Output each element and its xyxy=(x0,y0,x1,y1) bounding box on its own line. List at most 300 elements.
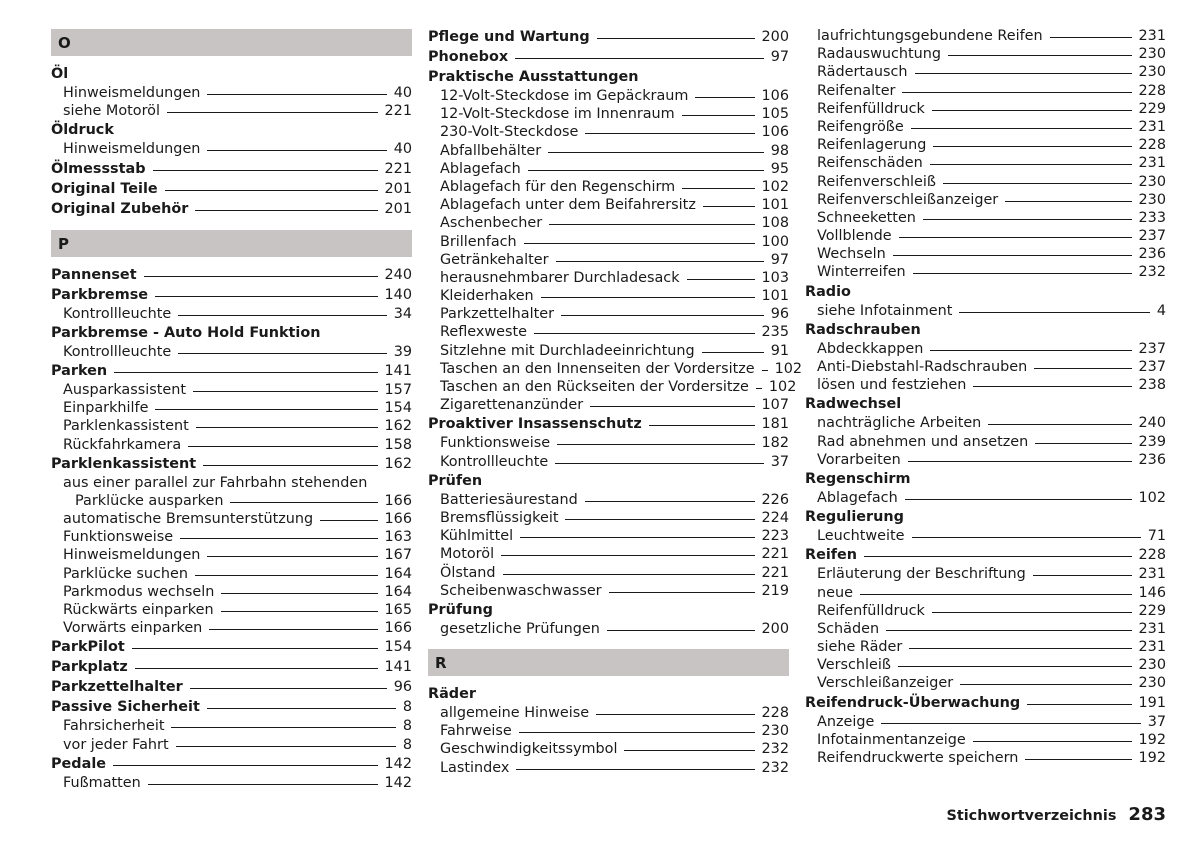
leader-line xyxy=(607,630,755,631)
index-subentry xyxy=(51,343,412,361)
index-heading xyxy=(805,507,1166,527)
page-reference: 231 xyxy=(1138,639,1166,656)
page-reference: 181 xyxy=(761,416,789,433)
leader-line xyxy=(960,684,1131,685)
page-reference: 229 xyxy=(1138,100,1166,117)
index-subentry xyxy=(51,417,412,435)
index-subentry xyxy=(805,451,1166,469)
leader-line xyxy=(687,279,755,280)
entry-label: Kühlmittel xyxy=(440,528,514,545)
index-subentry xyxy=(805,414,1166,432)
entry-label: Prüfen xyxy=(428,472,483,489)
entry-label: Rädertausch xyxy=(817,64,908,81)
index-subentry xyxy=(805,263,1166,281)
index-subentry xyxy=(428,214,789,232)
page-reference: 95 xyxy=(770,160,789,177)
entry-label: herausnehmbarer Durchladesack xyxy=(440,269,680,286)
page-reference: 228 xyxy=(761,705,789,722)
index-heading xyxy=(428,684,789,704)
index-subentry xyxy=(428,287,789,305)
index-subentry xyxy=(51,528,412,546)
entry-label: Fahrweise xyxy=(440,723,512,740)
entry-label: automatische Bremsunterstützung xyxy=(63,511,314,528)
index-heading xyxy=(428,600,789,620)
page-reference: 37 xyxy=(1147,713,1166,730)
leader-line xyxy=(649,425,755,426)
leader-line xyxy=(516,769,754,770)
leader-line xyxy=(1027,704,1131,705)
page-reference: 231 xyxy=(1138,118,1166,135)
leader-line xyxy=(203,465,377,466)
index-subentry xyxy=(51,305,412,323)
entry-label: Kontrollleuchte xyxy=(63,305,172,322)
entry-label: Zigarettenanzünder xyxy=(440,397,584,414)
entry-label: Reflexweste xyxy=(440,324,528,341)
leader-line xyxy=(176,746,396,747)
entry-label: Reifendruck-Überwachung xyxy=(805,694,1021,711)
index-subentry xyxy=(51,140,412,158)
index-subentry xyxy=(428,105,789,123)
index-subentry xyxy=(428,434,789,452)
index-subentry xyxy=(805,358,1166,376)
page-reference: 228 xyxy=(1138,137,1166,154)
leader-line xyxy=(190,688,387,689)
leader-line xyxy=(881,723,1140,724)
page-reference: 96 xyxy=(770,306,789,323)
leader-line xyxy=(911,128,1132,129)
leader-line xyxy=(682,115,755,116)
leader-line xyxy=(973,386,1131,387)
entry-label: 12-Volt-Steckdose im Gepäckraum xyxy=(440,88,689,104)
page-reference: 163 xyxy=(384,529,412,546)
leader-line xyxy=(886,630,1131,631)
index-entry xyxy=(51,754,412,774)
page-reference: 237 xyxy=(1138,359,1166,375)
entry-label: Proaktiver Insassenschutz xyxy=(428,416,642,433)
page-reference: 230 xyxy=(1138,64,1166,81)
leader-line xyxy=(1033,575,1132,576)
page-reference: 108 xyxy=(761,215,789,232)
index-subentry xyxy=(428,564,789,582)
page-reference: 8 xyxy=(402,736,412,753)
page-reference: 157 xyxy=(384,381,412,398)
entry-label: Kontrollleuchte xyxy=(63,343,172,360)
index-subentry xyxy=(428,509,789,527)
entry-label: Vorwärts einparken xyxy=(63,620,203,637)
leader-line xyxy=(207,708,396,709)
index-subentry xyxy=(51,546,412,564)
leader-line xyxy=(988,424,1131,425)
leader-line xyxy=(973,741,1132,742)
leader-line xyxy=(624,750,754,751)
leader-line xyxy=(899,237,1132,238)
entry-label: Parkbremse - Auto Hold Funktion xyxy=(51,324,321,341)
entry-label: Reifenfülldruck xyxy=(817,602,925,619)
page-reference: 230 xyxy=(1138,657,1166,674)
page-reference: 233 xyxy=(1138,209,1166,226)
page-reference: 223 xyxy=(761,528,789,545)
page-reference: 221 xyxy=(761,564,789,581)
leader-line xyxy=(207,94,386,95)
index-heading xyxy=(805,282,1166,302)
index-subentry xyxy=(805,27,1166,45)
leader-line xyxy=(541,297,755,298)
entry-label: Reifendruckwerte speichern xyxy=(817,750,1019,766)
index-subentry xyxy=(428,704,789,722)
page-reference: 4 xyxy=(1156,302,1166,319)
index-subentry xyxy=(805,638,1166,656)
leader-line xyxy=(155,409,377,410)
entry-label: Taschen an den Innenseiten der Vordersitze xyxy=(440,360,755,377)
index-heading xyxy=(428,471,789,491)
entry-label: Parkbremse xyxy=(51,286,149,303)
leader-line xyxy=(132,648,378,649)
entry-label: Wechseln xyxy=(817,246,886,263)
index-subentry xyxy=(428,360,803,378)
page-number: 283 xyxy=(1128,804,1166,825)
leader-line xyxy=(561,315,764,316)
page-reference: 192 xyxy=(1138,731,1166,748)
leader-line xyxy=(860,594,1132,595)
leader-line xyxy=(703,206,755,207)
entry-label: Ablagefach unter dem Beifahrersitz xyxy=(440,197,696,214)
page-reference: 146 xyxy=(1138,584,1166,601)
leader-line xyxy=(188,446,377,447)
page-reference: 224 xyxy=(761,509,789,526)
section-letter-header: P xyxy=(51,230,412,257)
entry-label: Ausparkassistent xyxy=(63,381,186,398)
entry-label: Reifenalter xyxy=(817,82,896,99)
page-reference: 182 xyxy=(761,435,789,452)
entry-label: Vorarbeiten xyxy=(817,451,901,468)
page-reference: 200 xyxy=(761,29,789,45)
index-subentry xyxy=(51,474,412,492)
page-reference: 162 xyxy=(384,418,412,435)
entry-label: Ablagefach für den Regenschirm xyxy=(440,178,676,195)
leader-line xyxy=(913,273,1132,274)
page-reference: 154 xyxy=(384,400,412,417)
entry-label: Reifenfülldruck xyxy=(817,100,925,117)
leader-line xyxy=(596,714,754,715)
index-heading xyxy=(805,469,1166,489)
entry-label: Reifenverschleiß xyxy=(817,173,936,190)
index-subentry xyxy=(51,736,412,754)
page-reference: 240 xyxy=(1138,415,1166,432)
entry-label: Ölmessstab xyxy=(51,160,146,177)
index-subentry xyxy=(805,82,1166,100)
entry-label: Vollblende xyxy=(817,228,892,245)
index-subentry xyxy=(805,154,1166,172)
entry-label: Sitzlehne mit Durchladeeinrichtung xyxy=(440,342,695,359)
index-subentry xyxy=(805,227,1166,245)
index-subentry xyxy=(51,399,412,417)
page-reference: 229 xyxy=(1138,602,1166,619)
page-reference: 191 xyxy=(1138,694,1166,711)
leader-line xyxy=(756,388,762,389)
index-subentry xyxy=(805,100,1166,118)
index-subentry xyxy=(51,717,412,735)
index-subentry xyxy=(805,656,1166,674)
leader-line xyxy=(207,150,386,151)
index-subentry xyxy=(805,45,1166,63)
leader-line xyxy=(524,243,755,244)
entry-label: Hinweismeldungen xyxy=(63,141,201,158)
entry-label: Parklücke ausparken xyxy=(75,492,224,509)
page-reference: 142 xyxy=(384,755,412,772)
index-subentry xyxy=(805,433,1166,451)
section-letter-header: R xyxy=(428,649,789,676)
page-reference: 237 xyxy=(1138,340,1166,357)
leader-line xyxy=(165,190,378,191)
leader-line xyxy=(1005,201,1131,202)
entry-label: Regulierung xyxy=(805,509,904,526)
index-subentry xyxy=(428,759,789,777)
page-reference: 201 xyxy=(384,200,412,217)
page-reference: 102 xyxy=(1138,489,1166,506)
index-entry xyxy=(805,545,1166,565)
index-entry xyxy=(51,637,412,657)
page-reference: 166 xyxy=(384,620,412,637)
index-subentry xyxy=(805,245,1166,263)
page-reference: 106 xyxy=(761,88,789,104)
leader-line xyxy=(609,592,755,593)
leader-line xyxy=(930,164,1132,165)
index-subentry xyxy=(805,565,1166,583)
page-reference: 142 xyxy=(384,774,412,791)
index-subentry xyxy=(51,436,412,454)
index-subentry xyxy=(428,123,789,141)
index-entry xyxy=(805,693,1166,713)
leader-line xyxy=(195,575,378,576)
index-subentry xyxy=(428,453,789,471)
entry-label: allgemeine Hinweise xyxy=(440,705,590,722)
index-subentry xyxy=(805,749,1166,767)
leader-line xyxy=(148,784,378,785)
leader-line xyxy=(1035,443,1131,444)
page-reference: 141 xyxy=(384,659,412,676)
entry-label: Pannenset xyxy=(51,266,137,283)
page-reference: 34 xyxy=(393,305,412,322)
leader-line xyxy=(155,296,378,297)
page-reference: 226 xyxy=(761,491,789,508)
entry-label: Parken xyxy=(51,362,108,379)
leader-line xyxy=(932,612,1132,613)
entry-label: Radschrauben xyxy=(805,321,921,338)
index-entry xyxy=(428,414,789,434)
leader-line xyxy=(515,58,764,59)
index-subentry xyxy=(51,774,412,792)
entry-label: Radauswuchtung xyxy=(817,46,942,63)
page-reference: 8 xyxy=(402,699,412,716)
index-subentry xyxy=(428,178,789,196)
page-reference: 97 xyxy=(770,49,789,65)
entry-label: Kontrollleuchte xyxy=(440,453,549,470)
index-subentry xyxy=(51,102,412,120)
entry-label: Bremsflüssigkeit xyxy=(440,509,559,526)
page-reference: 228 xyxy=(1138,547,1166,564)
index-heading xyxy=(51,64,412,84)
index-entry xyxy=(428,47,789,67)
leader-line xyxy=(585,133,754,134)
index-subentry xyxy=(428,196,789,214)
entry-label: Verschleißanzeiger xyxy=(817,675,954,692)
page-reference: 96 xyxy=(393,679,412,696)
index-subentry xyxy=(51,510,412,528)
page-reference: 105 xyxy=(761,106,789,123)
entry-label: Funktionsweise xyxy=(63,529,174,546)
page-reference: 221 xyxy=(761,546,789,563)
index-entry xyxy=(51,179,412,199)
page-reference: 140 xyxy=(384,286,412,303)
page-reference: 232 xyxy=(1138,264,1166,281)
index-subentry xyxy=(805,302,1166,320)
leader-line xyxy=(548,152,763,153)
entry-label: neue xyxy=(817,584,853,601)
leader-line xyxy=(762,370,768,371)
entry-label: Rückfahrkamera xyxy=(63,436,182,453)
page-reference: 201 xyxy=(384,180,412,197)
page-reference: 40 xyxy=(393,141,412,158)
leader-line xyxy=(519,732,755,733)
entry-label: Schäden xyxy=(817,620,880,637)
page-reference: 103 xyxy=(761,269,789,286)
page-reference: 236 xyxy=(1138,451,1166,468)
page-reference: 106 xyxy=(761,124,789,141)
leader-line xyxy=(557,444,754,445)
page-reference: 231 xyxy=(1138,620,1166,637)
leader-line xyxy=(585,501,755,502)
page-footer xyxy=(946,804,1166,825)
page-reference: 162 xyxy=(384,455,412,472)
leader-line xyxy=(912,537,1141,538)
leader-line xyxy=(135,668,378,669)
entry-label: Prüfung xyxy=(428,601,493,618)
entry-label: Praktische Ausstattungen xyxy=(428,69,639,85)
leader-line xyxy=(555,463,763,464)
entry-label: 12-Volt-Steckdose im Innenraum xyxy=(440,106,675,123)
page-reference: 71 xyxy=(1147,528,1166,545)
leader-line xyxy=(908,461,1132,462)
leader-line xyxy=(902,92,1131,93)
index-subentry xyxy=(428,545,789,563)
leader-line xyxy=(221,611,378,612)
index-subentry xyxy=(428,491,789,509)
entry-label: Ölstand xyxy=(440,564,496,581)
entry-label: Öldruck xyxy=(51,122,114,139)
entry-label: siehe Räder xyxy=(817,639,903,656)
page-reference: 238 xyxy=(1138,377,1166,394)
page-reference: 164 xyxy=(384,565,412,582)
leader-line xyxy=(534,333,755,334)
page-reference: 166 xyxy=(384,492,412,509)
entry-label: siehe Infotainment xyxy=(817,302,953,319)
index-subentry xyxy=(428,722,789,740)
leader-line xyxy=(221,593,377,594)
page-reference: 231 xyxy=(1138,28,1166,44)
leader-line xyxy=(113,765,378,766)
entry-label: Abdeckkappen xyxy=(817,340,924,357)
index-column-3 xyxy=(805,27,1166,767)
page-reference: 230 xyxy=(1138,675,1166,692)
entry-label: Hinweismeldungen xyxy=(63,85,201,101)
entry-label: Getränkehalter xyxy=(440,251,549,268)
entry-label: Schneeketten xyxy=(817,209,916,226)
page-reference: 237 xyxy=(1138,228,1166,245)
index-subentry xyxy=(805,209,1166,227)
entry-label: Geschwindigkeitssymbol xyxy=(440,741,618,758)
page-reference: 158 xyxy=(384,436,412,453)
entry-label: Reifen xyxy=(805,547,858,564)
entry-label: Rückwärts einparken xyxy=(63,602,214,618)
entry-label: ParkPilot xyxy=(51,639,125,656)
leader-line xyxy=(178,315,386,316)
entry-label: Batteriesäurestand xyxy=(440,491,578,508)
entry-label: Pflege und Wartung xyxy=(428,29,590,45)
index-subentry xyxy=(51,84,412,102)
index-subentry xyxy=(51,583,412,601)
entry-label: Passive Sicherheit xyxy=(51,699,200,716)
entry-label: Parkplatz xyxy=(51,659,128,676)
index-subentry xyxy=(805,731,1166,749)
index-entry xyxy=(428,27,789,47)
index-entry xyxy=(51,265,412,285)
leader-line xyxy=(209,629,377,630)
page-reference: 230 xyxy=(1138,191,1166,208)
index-subentry xyxy=(51,492,412,510)
index-subentry xyxy=(428,740,789,758)
page-reference: 40 xyxy=(393,85,412,101)
leader-line xyxy=(948,55,1132,56)
entry-label: Fahrsicherheit xyxy=(63,718,165,735)
page-reference: 219 xyxy=(761,582,789,599)
entry-label: Erläuterung der Beschriftung xyxy=(817,566,1026,583)
index-subentry xyxy=(428,251,789,269)
page-reference: 232 xyxy=(761,759,789,776)
leader-line xyxy=(193,391,378,392)
index-subentry xyxy=(428,582,789,600)
entry-label: Räder xyxy=(428,686,476,703)
index-subentry xyxy=(428,323,789,341)
index-entry xyxy=(51,454,412,474)
footer-section-title: Stichwortverzeichnis xyxy=(946,808,1117,824)
leader-line xyxy=(695,97,754,98)
leader-line xyxy=(905,499,1132,500)
page-reference: 228 xyxy=(1138,82,1166,99)
page-reference: 166 xyxy=(384,511,412,528)
index-subentry xyxy=(805,674,1166,692)
leader-line xyxy=(915,73,1132,74)
page-reference: 230 xyxy=(1138,173,1166,190)
page-reference: 141 xyxy=(384,362,412,379)
entry-label: Rad abnehmen und ansetzen xyxy=(817,433,1029,450)
entry-label: Infotainmentanzeige xyxy=(817,731,966,748)
index-subentry xyxy=(428,269,789,287)
leader-line xyxy=(167,112,378,113)
page-reference: 39 xyxy=(393,343,412,360)
index-subentry xyxy=(51,619,412,637)
leader-line xyxy=(180,538,377,539)
entry-label: Original Zubehör xyxy=(51,200,189,217)
entry-label: Reifenverschleißanzeiger xyxy=(817,191,999,208)
entry-label: Pedale xyxy=(51,755,107,772)
entry-label: Einparkhilfe xyxy=(63,400,149,417)
index-subentry xyxy=(805,340,1166,358)
leader-line xyxy=(923,219,1132,220)
index-entry xyxy=(51,285,412,305)
leader-line xyxy=(528,170,764,171)
leader-line xyxy=(933,146,1131,147)
leader-line xyxy=(320,520,377,521)
